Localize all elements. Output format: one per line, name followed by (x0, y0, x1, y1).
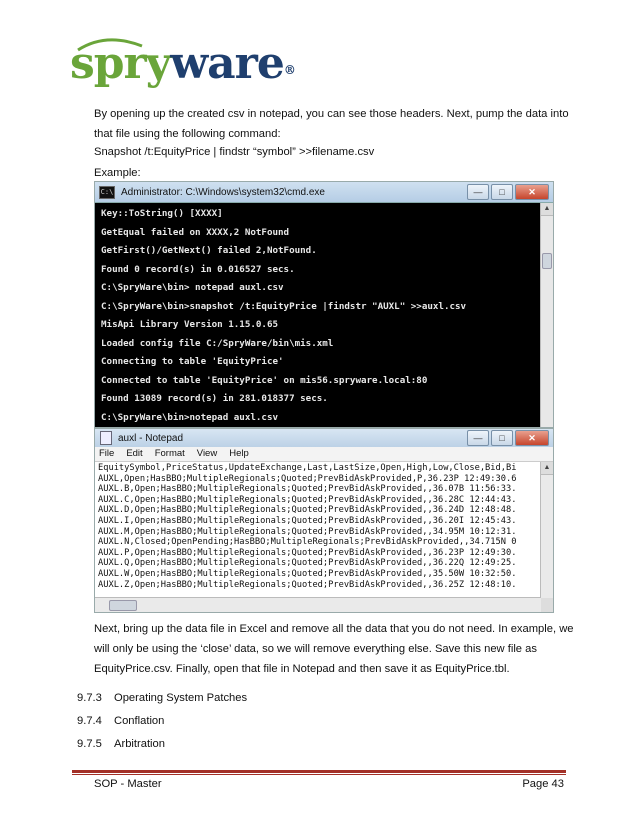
section-title: Arbitration (114, 738, 165, 750)
footer-rule-thin (72, 774, 566, 775)
notepad-window (94, 428, 554, 613)
scroll-thumb[interactable] (542, 253, 552, 269)
section-title: Conflation (114, 715, 165, 727)
notepad-text-line: AUXL.Q,Open;HasBBO;MultipleRegionals;Quoted;PrevBidAskProvided,,36.22Q 12:49:25. (98, 558, 517, 569)
footer-rule (72, 770, 566, 773)
cmd-title: Administrator: C:\Windows\system32\cmd.exe (121, 186, 325, 198)
footer-doc-name: SOP - Master (94, 778, 162, 790)
maximize-button[interactable]: □ (491, 184, 513, 200)
logo-registered-mark: ® (283, 63, 295, 77)
section-number: 9.7.5 (77, 738, 102, 750)
notepad-title: auxl - Notepad (118, 432, 184, 444)
cmd-output-line: C:\SpryWare\bin>snapshot /t:EquityPrice |findstr "AUXL" >>auxl.csv (101, 300, 467, 312)
example-label: Example: (94, 167, 141, 179)
notepad-text-line: AUXL.P,Open;HasBBO;MultipleRegionals;Quoted;PrevBidAskProvided,,36.23P 12:49:30. (98, 547, 517, 558)
cmd-icon: C:\ (99, 186, 115, 199)
notepad-close-button[interactable]: ✕ (515, 430, 549, 446)
close-button[interactable]: ✕ (515, 184, 549, 200)
scroll-up-icon[interactable]: ▲ (541, 462, 553, 475)
section-9-7-4 (77, 713, 164, 729)
notepad-text-line: AUXL.M,Open;HasBBO;MultipleRegionals;Quoted;PrevBidAskProvided,,34.95M 10:12:31. (98, 526, 517, 537)
notepad-minimize-button[interactable]: — (467, 430, 489, 446)
notepad-text-line: AUXL.D,Open;HasBBO;MultipleRegionals;Quoted;PrevBidAskProvided,,36.24D 12:48:48. (98, 505, 517, 516)
notepad-horizontal-scrollbar[interactable] (95, 597, 541, 612)
cmd-output-line: Connected to table 'EquityPrice' on mis56.spryware.local:80 (101, 374, 428, 386)
notepad-text-line: AUXL.I,Open;HasBBO;MultipleRegionals;Quoted;PrevBidAskProvided,,36.20I 12:45:43. (98, 515, 517, 526)
cmd-output-line: GetFirst()/GetNext() failed 2,NotFound. (101, 245, 317, 256)
notepad-text-line: EquitySymbol,PriceStatus,UpdateExchange,Last,LastSize,Open,High,Low,Close,Bid,Bi (98, 463, 517, 473)
cmd-output-line: Connecting to table 'EquityPrice' (101, 356, 284, 367)
menu-item-edit[interactable]: Edit (126, 448, 143, 459)
footer-page-number: Page 43 (522, 778, 564, 790)
notepad-titlebar (95, 429, 553, 447)
section-9-7-3 (77, 690, 247, 706)
cmd-output-line: Found 0 record(s) in 0.016527 secs. (101, 263, 295, 275)
menu-item-view[interactable]: View (196, 448, 218, 459)
cmd-scrollbar[interactable] (540, 203, 553, 427)
cmd-window (94, 181, 554, 428)
notepad-text-line: AUXL.N,Closed;OpenPending;HasBBO;MultipleRegionals;PrevBidAskProvided,,34.715N 0 (98, 537, 517, 548)
menu-item-format[interactable]: Format (154, 448, 185, 459)
section-number: 9.7.3 (77, 692, 102, 704)
spryware-logo (70, 36, 295, 96)
cmd-titlebar (95, 182, 553, 203)
notepad-text-line: AUXL.B,Open;HasBBO;MultipleRegionals;Quoted;PrevBidAskProvided,,36.07B 11:56:33. (98, 484, 517, 495)
notepad-icon (100, 431, 112, 445)
command-line-text: Snapshot /t:EquityPrice | findstr “symbol” >>filename.csv (94, 146, 375, 158)
notepad-text-line: AUXL.Z,Open;HasBBO;MultipleRegionals;Quoted;PrevBidAskProvided,,36.25Z 12:48:10. (98, 579, 517, 590)
scroll-up-icon[interactable]: ▲ (541, 203, 553, 216)
cmd-output-line: MisApi Library Version 1.15.0.65 (101, 319, 279, 330)
section-number: 9.7.4 (77, 715, 102, 727)
next-paragraph: Next, bring up the data file in Excel and remove all the data that you do not need. In example, we will only be using the ‘close’ data, so we will remove everything else. Save this new file as EquityPrice.csv. Finally, open that file in Notepad and then save it as EquityPrice.tbl. (94, 623, 574, 675)
logo-ware: ware (170, 38, 284, 89)
cmd-output-line: C:\SpryWare\bin>notepad auxl.csv (101, 411, 279, 423)
logo-spry: spry (70, 38, 171, 89)
cmd-output-line: Found 13089 record(s) in 281.018377 secs. (101, 393, 328, 404)
notepad-menubar (95, 447, 553, 462)
scroll-corner (541, 598, 553, 612)
cmd-output-line: C:\SpryWare\bin> notepad auxl.csv (101, 282, 284, 293)
cmd-output-line: Loaded config file C:/SpryWare/bin\mis.xml (101, 337, 334, 349)
menu-item-help[interactable]: Help (229, 448, 249, 459)
intro-paragraph: By opening up the created csv in notepad, you can see those headers. Next, pump the data into that file using the following command: (94, 108, 569, 140)
section-9-7-5 (77, 736, 165, 752)
notepad-text-line: AUXL.C,Open;HasBBO;MultipleRegionals;Quoted;PrevBidAskProvided,,36.28C 12:44:43. (98, 494, 517, 505)
notepad-text-area[interactable] (95, 462, 541, 598)
horizontal-scroll-thumb[interactable] (109, 600, 137, 611)
notepad-vertical-scrollbar[interactable] (540, 462, 553, 598)
cmd-output-line: GetEqual failed on XXXX,2 NotFound (101, 226, 290, 238)
minimize-button[interactable]: — (467, 184, 489, 200)
menu-item-file[interactable]: File (99, 448, 115, 459)
notepad-text-line: AUXL,Open;HasBBO;MultipleRegionals;Quoted;PrevBidAskProvided,P,36.23P 12:49:30.6 (98, 473, 517, 484)
notepad-text-line: AUXL.W,Open;HasBBO;MultipleRegionals;Quoted;PrevBidAskProvided,,35.50W 10:32:50. (98, 568, 517, 579)
cmd-output (95, 203, 541, 427)
section-title: Operating System Patches (114, 692, 248, 704)
notepad-maximize-button[interactable]: □ (491, 430, 513, 446)
cmd-output-line: Key::ToString() [XXXX] (101, 208, 223, 219)
